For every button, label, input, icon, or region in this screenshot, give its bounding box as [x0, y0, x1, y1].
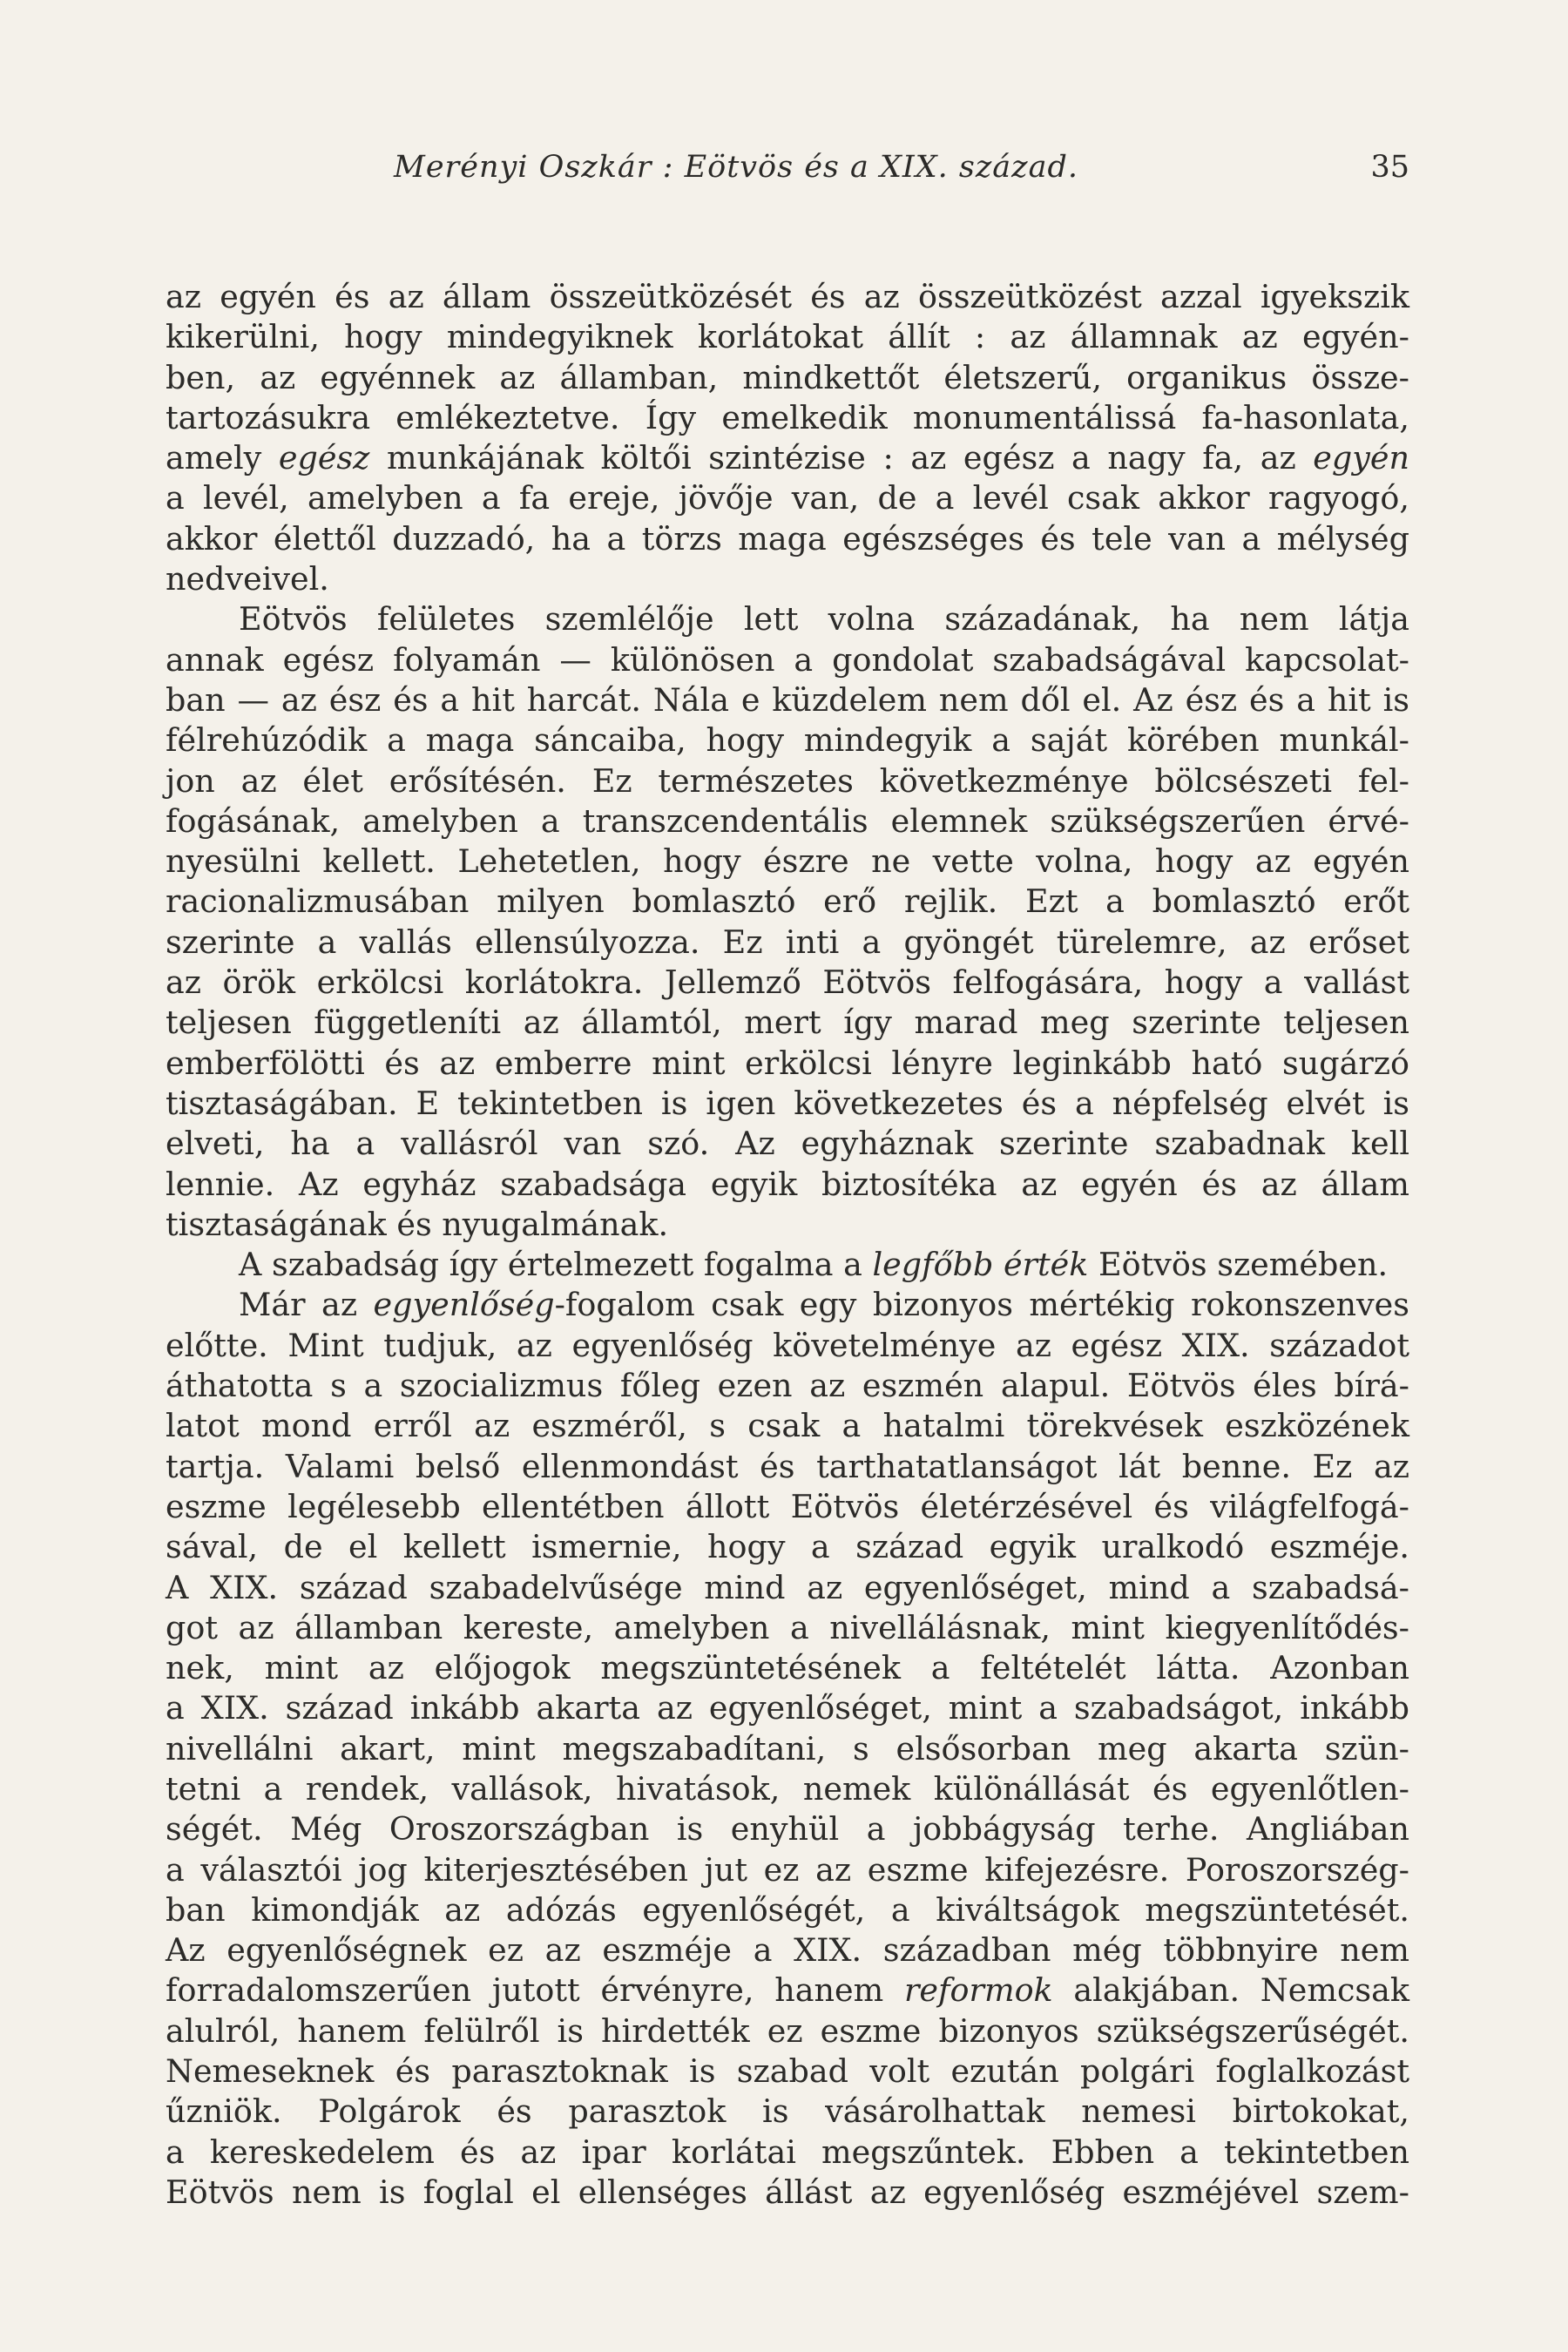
text-line: lennie. Az egyház szabadsága egyik biztosítéka az egyén és az állam	[166, 1165, 1409, 1203]
text-line: Már az egyenlőség-fogalom csak egy bizonyos mértékig rokonszenves	[239, 1286, 1409, 1324]
text-line: A XIX. század szabadelvűsége mind az egyenlőséget, mind a szabadsá-	[166, 1568, 1409, 1606]
text-line: szerinte a vallás ellensúlyozza. Ez inti a gyöngét türelemre, az erőset	[166, 923, 1409, 961]
text-line: annak egész folyamán — különösen a gondolat szabadságával kapcsolat-	[166, 640, 1409, 679]
text-line: ségét. Még Oroszországban is enyhül a jobbágyság terhe. Angliában	[166, 1810, 1409, 1848]
text-line: Nemeseknek és parasztoknak is szabad volt ezután polgári foglalkozást	[166, 2052, 1409, 2091]
text-line: nek, mint az előjogok megszüntetésének a feltételét látta. Azonban	[166, 1649, 1409, 1687]
text-line: alulról, hanem felülről is hirdették ez eszme bizonyos szükségszerűségét.	[166, 2011, 1409, 2050]
text-line: nyesülni kellett. Lehetetlen, hogy észre ne vette volna, hogy az egyén	[166, 842, 1409, 881]
text-line: got az államban kereste, amelyben a nivellálásnak, mint kiegyenlítődés-	[166, 1608, 1409, 1646]
page-number: 35	[1370, 150, 1409, 185]
text-line: Eötvös nem is foglal el ellenséges állást az egyenlőség eszméjével szem-	[166, 2173, 1409, 2211]
text-line: akkor élettől duzzadó, ha a törzs maga egészséges és tele van a mélység	[166, 519, 1409, 558]
text-line: A szabadság így értelmezett fogalma a legfőbb érték Eötvös szemében.	[239, 1246, 1389, 1284]
text-line: tartozásukra emlékeztetve. Így emelkedik monumentálissá fa-hasonlata,	[166, 398, 1409, 436]
text-line: ban — az ész és a hit harcát. Nála e küzdelem nem dől el. Az ész és a hit is	[166, 680, 1409, 719]
text-line: jon az élet erősítésén. Ez természetes következménye bölcsészeti fel-	[166, 761, 1409, 800]
text-line: nivellálni akart, mint megszabadítani, s elsősorban meg akarta szün-	[166, 1729, 1409, 1767]
text-line: sával, de el kellett ismernie, hogy a század egyik uralkodó eszméje.	[166, 1528, 1409, 1566]
text-line: tisztaságának és nyugalmának.	[166, 1205, 669, 1243]
text-line: a választói jog kiterjesztésében jut ez az eszme kifejezésre. Poroszorszég-	[166, 1850, 1409, 1889]
text-line: űzniök. Polgárok és parasztok is vásárolhattak nemesi birtokokat,	[166, 2092, 1409, 2131]
text-line: fogásának, amelyben a transzcendentális elemnek szükségszerűen érvé-	[166, 801, 1409, 840]
text-line: latot mond erről az eszméről, s csak a hatalmi törekvések eszközének	[166, 1407, 1409, 1445]
text-line: Eötvös felületes szemlélője lett volna századának, ha nem látja	[239, 600, 1409, 639]
text-line: teljesen függetleníti az államtól, mert így marad meg szerinte teljesen	[166, 1004, 1409, 1042]
text-line: az egyén és az állam összeütközését és az összeütközést azzal igyekszik	[166, 278, 1409, 315]
text-line: elveti, ha a vallásról van szó. Az egyháznak szerinte szabadnak kell	[166, 1125, 1409, 1163]
text-line: tisztaságában. E tekintetben is igen következetes és a népfelség elvét is	[166, 1084, 1409, 1122]
text-line: áthatotta s a szocializmus főleg ezen az eszmén alapul. Eötvös éles bírá-	[166, 1367, 1409, 1405]
text-line: emberfölötti és az emberre mint erkölcsi lényre leginkább ható sugárzó	[166, 1044, 1409, 1082]
text-line: a kereskedelem és az ipar korlátai megszűntek. Ebben a tekintetben	[166, 2132, 1409, 2171]
text-line: nedveivel.	[166, 560, 329, 598]
text-line: racionalizmusában milyen bomlasztó erő rejlik. Ezt a bomlasztó erőt	[166, 882, 1409, 921]
text-line: az örök erkölcsi korlátokra. Jellemző Eötvös felfogására, hogy a vallást	[166, 963, 1409, 1002]
running-head: Merényi Oszkár : Eötvös és a XIX. század.	[394, 150, 1078, 185]
body-text	[166, 277, 1409, 2213]
text-line: Az egyenlőségnek ez az eszméje a XIX. században még többnyire nem	[166, 1931, 1409, 1970]
text-line: tetni a rendek, vallások, hivatások, nemek különállását és egyenlőtlen-	[166, 1769, 1409, 1808]
page-header	[166, 150, 1411, 202]
text-line: kikerülni, hogy mindegyiknek korlátokat állít : az államnak az egyén-	[166, 318, 1409, 356]
text-line: amely egész munkájának költői szintézise : az egész a nagy fa, az egyén	[166, 439, 1409, 477]
text-line: forradalomszerűen jutott érvényre, hanem reformok alakjában. Nemcsak	[166, 1971, 1409, 2010]
text-line: a XIX. század inkább akarta az egyenlőséget, mint a szabadságot, inkább	[166, 1689, 1409, 1727]
text-line: ban kimondják az adózás egyenlőségét, a kiváltságok megszüntetését.	[166, 1890, 1409, 1929]
text-line: előtte. Mint tudjuk, az egyenlőség követelménye az egész XIX. századot	[166, 1326, 1409, 1364]
text-line: félrehúzódik a maga sáncaiba, hogy mindegyik a saját körében munkál-	[166, 721, 1409, 760]
text-line: a levél, amelyben a fa ereje, jövője van, de a levél csak akkor ragyogó,	[166, 479, 1409, 517]
text-line: ben, az egyénnek az államban, mindkettőt életszerű, organikus össze-	[166, 358, 1409, 396]
text-line: tartja. Valami belső ellenmondást és tarthatatlanságot lát benne. Ez az	[166, 1447, 1409, 1485]
text-line: eszme legélesebb ellentétben állott Eötvös életérzésével és világfelfogá-	[166, 1487, 1409, 1525]
